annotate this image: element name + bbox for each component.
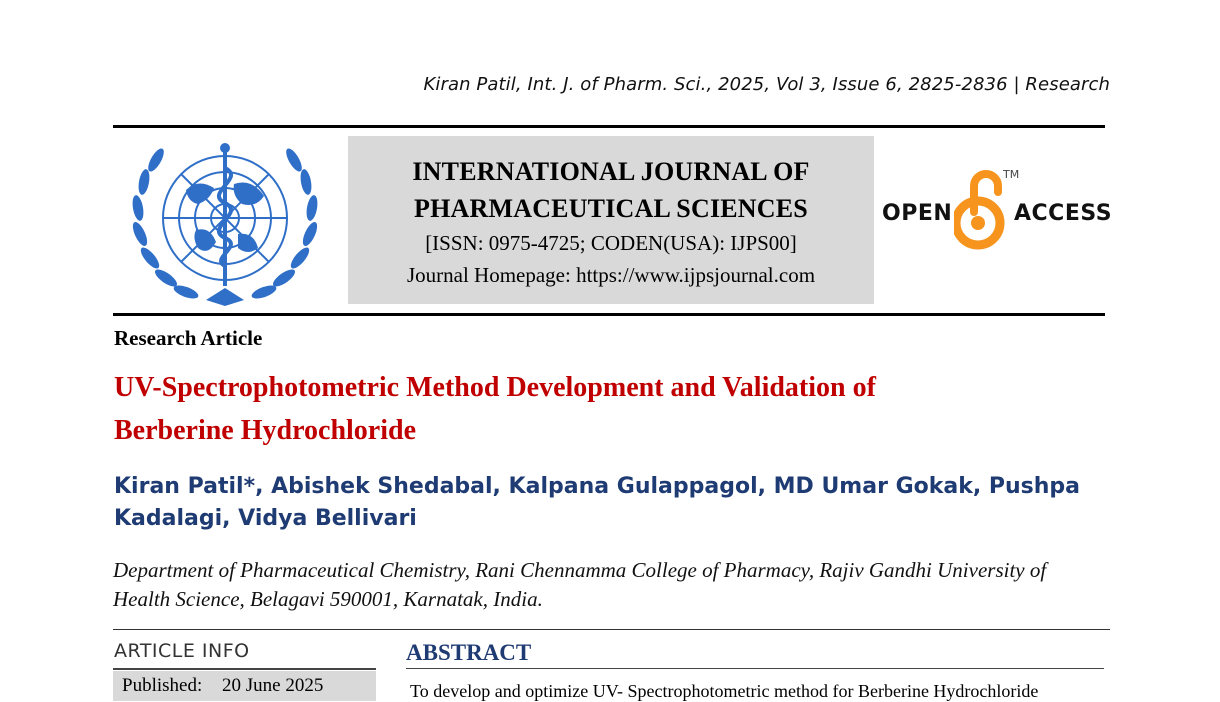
globe-laurel-icon	[126, 138, 324, 306]
abstract-rule	[406, 668, 1104, 669]
authors-line1: Kiran Patil*, Abishek Shedabal, Kalpana Gulappagol, MD Umar Gokak, Pushpa	[114, 474, 1081, 499]
journal-name-line1: INTERNATIONAL JOURNAL OF	[412, 157, 810, 186]
trademark-mark: TM	[1003, 168, 1020, 181]
abstract-text: To develop and optimize UV- Spectrophotometric method for Berberine Hydrochloride	[410, 681, 1039, 701]
article-title	[114, 366, 1114, 452]
article-title-line2: Berberine Hydrochloride	[114, 415, 416, 446]
published-label: Published:	[122, 675, 203, 696]
journal-name-line2: PHARMACEUTICAL SCIENCES	[414, 194, 808, 223]
article-title-line1: UV-Spectrophotometric Method Development and Validation of	[114, 372, 876, 403]
authors-line2: Kadalagi, Vidya Bellivari	[114, 506, 417, 531]
article-info-rule	[113, 668, 376, 670]
journal-homepage: Journal Homepage: https://www.ijpsjournal.com	[406, 263, 816, 287]
journal-logo-emblem	[126, 138, 324, 306]
published-row	[122, 675, 323, 697]
journal-masthead	[348, 136, 874, 304]
article-info-box	[113, 671, 376, 701]
published-date: 20 June 2025	[222, 675, 324, 696]
open-access-word-open: OPEN	[882, 201, 953, 226]
section-divider	[113, 629, 1110, 630]
journal-citation: Kiran Patil, Int. J. of Pharm. Sci., 2025, Vol 3, Issue 6, 2825-2836 | Research	[423, 74, 1110, 95]
journal-issn: [ISSN: 0975-4725; CODEN(USA): IJPS00]	[425, 231, 797, 255]
open-access-word-access: ACCESS	[1014, 201, 1113, 226]
abstract-heading: ABSTRACT	[406, 640, 532, 665]
article-type-label: Research Article	[114, 326, 263, 350]
article-authors	[114, 471, 1104, 535]
article-info-heading: ARTICLE INFO	[114, 640, 250, 662]
open-access-logo	[880, 168, 1113, 252]
affiliation-line2: Health Science, Belagavi 590001, Karnatak, India.	[113, 587, 543, 611]
affiliation-line1: Department of Pharmaceutical Chemistry, Rani Chennamma College of Pharmacy, Rajiv Gandhi University of	[113, 558, 1047, 582]
header-bottom-rule	[113, 313, 1105, 316]
header-top-rule	[113, 125, 1105, 128]
author-affiliation	[113, 556, 1113, 614]
